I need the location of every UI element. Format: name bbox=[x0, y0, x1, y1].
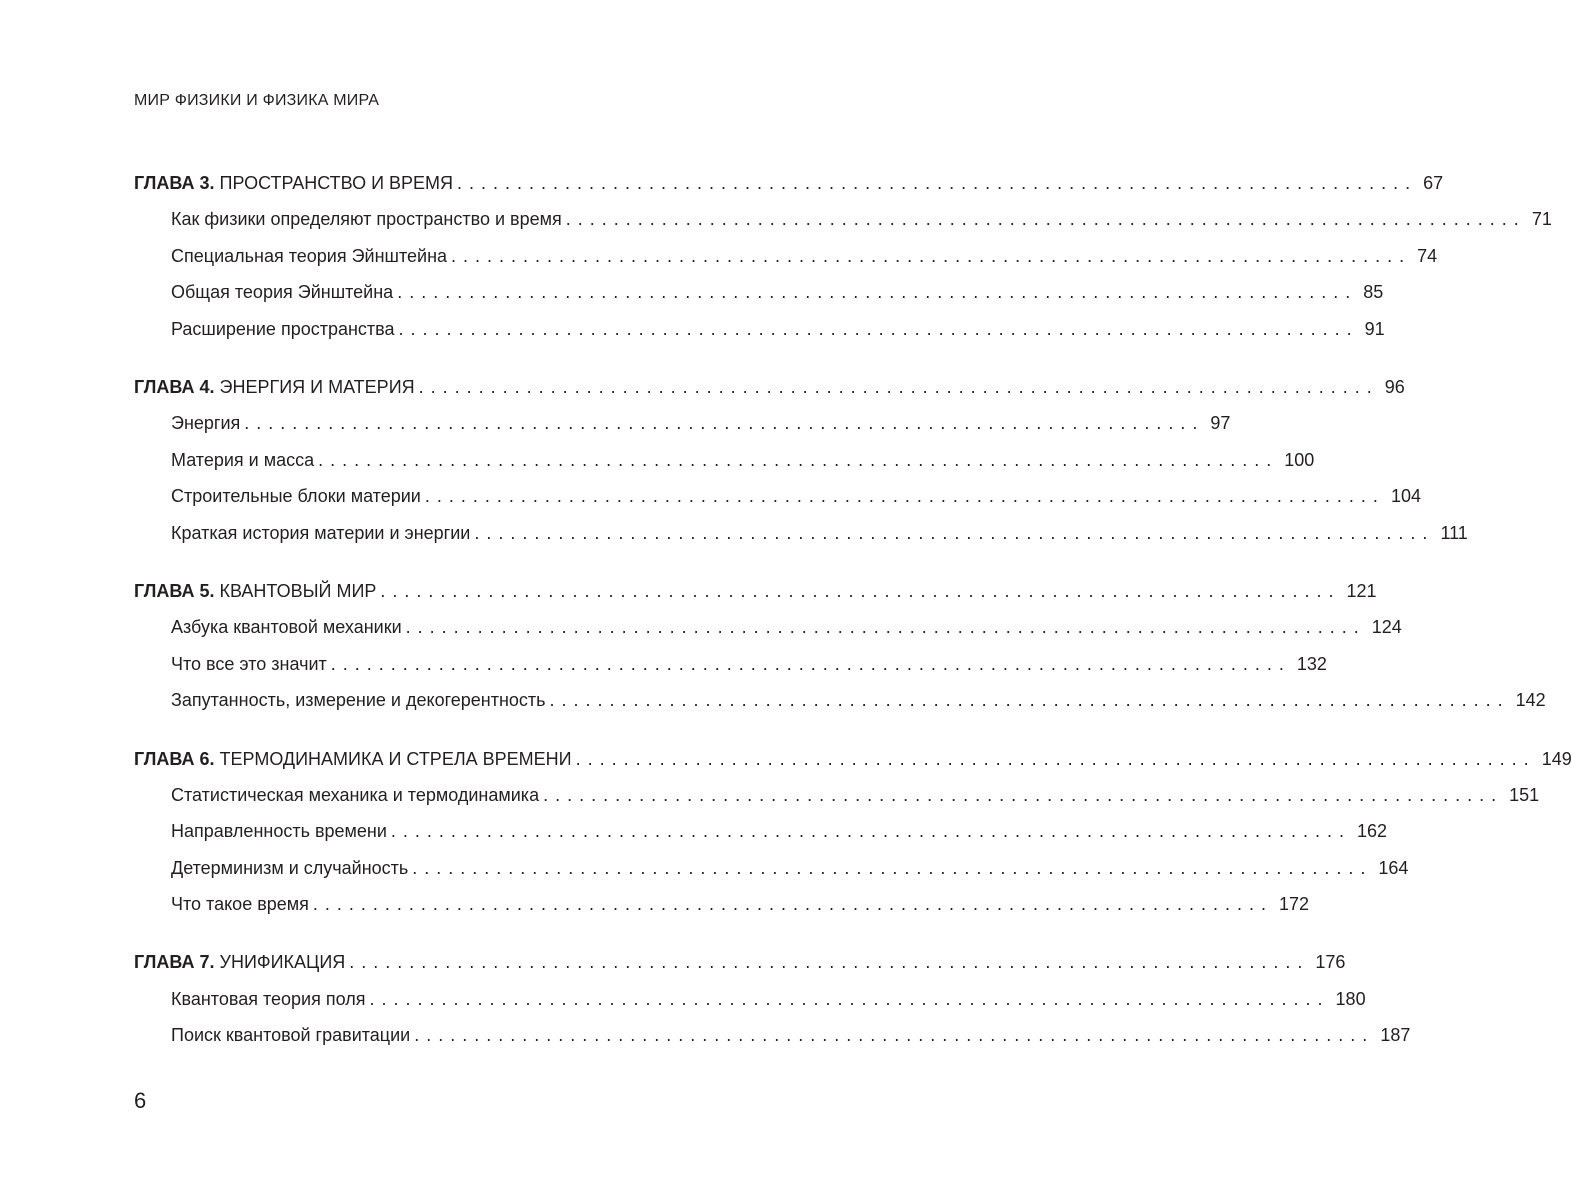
page-number: 121 bbox=[1346, 581, 1377, 601]
page-number: 142 bbox=[1515, 690, 1546, 710]
chapter-heading bbox=[134, 376, 415, 398]
page-number: 67 bbox=[1423, 173, 1444, 193]
section-title: Направленность времени bbox=[171, 821, 387, 841]
toc-section[interactable] bbox=[171, 885, 1310, 915]
running-head: МИР ФИЗИКИ И ФИЗИКА МИРА bbox=[134, 92, 380, 109]
chapter-label: ГЛАВА 5. bbox=[134, 581, 215, 601]
dot-leader: ................................................................................ bbox=[397, 282, 1358, 302]
chapter-heading bbox=[134, 748, 572, 770]
page-number: 91 bbox=[1364, 319, 1385, 339]
section-title: Строительные блоки материи bbox=[171, 486, 421, 506]
dot-leader: ................................................................................ bbox=[349, 952, 1310, 972]
page-number: 74 bbox=[1417, 246, 1438, 266]
toc-section[interactable] bbox=[171, 849, 1409, 879]
dot-leader: ................................................................................ bbox=[543, 785, 1504, 805]
toc-section[interactable] bbox=[171, 441, 1315, 471]
dot-leader: ................................................................................ bbox=[390, 821, 1351, 841]
section-title: Общая теория Эйнштейна bbox=[171, 282, 394, 302]
section-title: Поиск квантовой гравитации bbox=[171, 1025, 411, 1045]
page-number: 104 bbox=[1390, 486, 1421, 506]
chapter-title: УНИФИКАЦИЯ bbox=[219, 952, 346, 972]
toc-section[interactable] bbox=[171, 404, 1231, 434]
section-title: Запутанность, измерение и декогерентность bbox=[171, 690, 546, 710]
dot-leader: ................................................................................ bbox=[369, 989, 1330, 1009]
page-number: 85 bbox=[1363, 282, 1384, 302]
page-folio: 6 bbox=[134, 1088, 147, 1113]
page-number: 132 bbox=[1296, 654, 1327, 674]
chapter-label: ГЛАВА 6. bbox=[134, 749, 215, 769]
chapter-title: ПРОСТРАНСТВО И ВРЕМЯ bbox=[219, 173, 454, 193]
section-title: Детерминизм и случайность bbox=[171, 858, 409, 878]
toc-section[interactable] bbox=[171, 477, 1421, 507]
toc-section[interactable] bbox=[171, 812, 1388, 842]
chapter-label: ГЛАВА 7. bbox=[134, 952, 215, 972]
chapter-label: ГЛАВА 3. bbox=[134, 173, 215, 193]
table-of-contents bbox=[134, 0, 1572, 1200]
toc-section[interactable] bbox=[171, 1016, 1411, 1046]
chapter-heading bbox=[134, 172, 453, 194]
page-number: 100 bbox=[1284, 450, 1315, 470]
toc-chapter-7[interactable] bbox=[134, 943, 1346, 973]
toc-section[interactable] bbox=[171, 608, 1402, 638]
chapter-heading bbox=[134, 580, 376, 602]
dot-leader: ................................................................................ bbox=[330, 654, 1291, 674]
dot-leader: ................................................................................ bbox=[312, 894, 1273, 914]
section-title: Как физики определяют пространство и время bbox=[171, 209, 562, 229]
dot-leader: ................................................................................ bbox=[549, 690, 1510, 710]
page-number: 164 bbox=[1378, 858, 1409, 878]
page-number: 151 bbox=[1509, 785, 1540, 805]
toc-section[interactable] bbox=[171, 273, 1384, 303]
toc-section[interactable] bbox=[171, 514, 1468, 544]
dot-leader: ................................................................................ bbox=[451, 246, 1412, 266]
page-number: 96 bbox=[1384, 377, 1405, 397]
dot-leader: ................................................................................ bbox=[318, 450, 1279, 470]
toc-section[interactable] bbox=[171, 681, 1546, 711]
dot-leader: ................................................................................ bbox=[405, 617, 1366, 637]
page-number: 111 bbox=[1440, 523, 1468, 543]
chapter-heading bbox=[134, 951, 345, 973]
dot-leader: ................................................................................ bbox=[424, 486, 1385, 506]
page-number: 97 bbox=[1210, 413, 1231, 433]
toc-section[interactable] bbox=[171, 200, 1552, 230]
dot-leader: ................................................................................ bbox=[414, 1025, 1375, 1045]
page-number: 149 bbox=[1541, 749, 1572, 769]
dot-leader: ................................................................................ bbox=[244, 413, 1205, 433]
dot-leader: ................................................................................ bbox=[474, 523, 1435, 543]
section-title: Расширение пространства bbox=[171, 319, 395, 339]
page-number: 71 bbox=[1531, 209, 1552, 229]
dot-leader: ................................................................................ bbox=[398, 319, 1359, 339]
section-title: Что такое время bbox=[171, 894, 309, 914]
chapter-title: ТЕРМОДИНАМИКА И СТРЕЛА ВРЕМЕНИ bbox=[219, 749, 572, 769]
dot-leader: ................................................................................ bbox=[575, 749, 1536, 769]
section-title: Материя и масса bbox=[171, 450, 315, 470]
section-title: Статистическая механика и термодинамика bbox=[171, 785, 540, 805]
section-title: Специальная теория Эйнштейна bbox=[171, 246, 448, 266]
section-title: Краткая история материи и энергии bbox=[171, 523, 471, 543]
section-title: Энергия bbox=[171, 413, 241, 433]
toc-chapter-4[interactable] bbox=[134, 368, 1405, 398]
dot-leader: ................................................................................ bbox=[565, 209, 1526, 229]
toc-section[interactable] bbox=[171, 237, 1438, 267]
toc-chapter-5[interactable] bbox=[134, 572, 1377, 602]
chapter-title: КВАНТОВЫЙ МИР bbox=[219, 581, 377, 601]
section-title: Квантовая теория поля bbox=[171, 989, 366, 1009]
chapter-label: ГЛАВА 4. bbox=[134, 377, 215, 397]
page-number: 187 bbox=[1380, 1025, 1411, 1045]
toc-chapter-6[interactable] bbox=[134, 740, 1572, 770]
page-number: 124 bbox=[1371, 617, 1402, 637]
page-number: 162 bbox=[1357, 821, 1388, 841]
section-title: Азбука квантовой механики bbox=[171, 617, 402, 637]
page-number: 172 bbox=[1279, 894, 1310, 914]
dot-leader: ................................................................................ bbox=[412, 858, 1373, 878]
page-number: 180 bbox=[1335, 989, 1366, 1009]
toc-chapter-3[interactable] bbox=[134, 164, 1444, 194]
toc-section[interactable] bbox=[171, 310, 1385, 340]
section-title: Что все это значит bbox=[171, 654, 327, 674]
dot-leader: ................................................................................ bbox=[380, 581, 1341, 601]
dot-leader: ................................................................................ bbox=[457, 173, 1418, 193]
toc-section[interactable] bbox=[171, 645, 1327, 675]
toc-section[interactable] bbox=[171, 776, 1540, 806]
page-number: 176 bbox=[1315, 952, 1346, 972]
toc-section[interactable] bbox=[171, 980, 1366, 1010]
chapter-title: ЭНЕРГИЯ И МАТЕРИЯ bbox=[219, 377, 415, 397]
dot-leader: ................................................................................ bbox=[418, 377, 1379, 397]
